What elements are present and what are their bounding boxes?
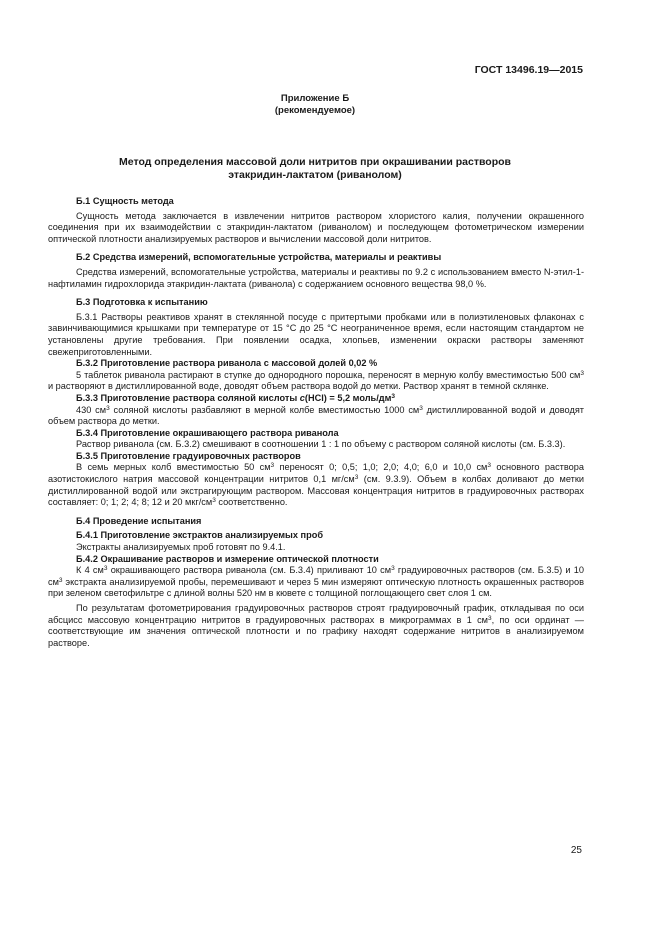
subsection-heading: Б.3.3 Приготовление раствора соляной кислоты c(HCl) = 5,2 моль/$дм^3$	[76, 392, 396, 403]
method-title-line2: этакридин-лактатом (риванолом)	[228, 169, 402, 181]
paragraph: 430 $см^3$ соляной кислоты разбавляют в мерной колбе вместимостью 1000 $см^3$ дистиллированной водой и доводят объем раствора до метки.	[48, 404, 585, 427]
section-heading: Б.2 Средства измерений, вспомогательные устройства, материалы и реактивы	[76, 252, 442, 263]
paragraph: 5 таблеток риванола растирают в ступке до однородного порошка, переносят в мерную колбу вместимостью 500 $см^3$ и растворяют в дистиллированной воде, доводят объем раствора водой до метки. Раствор хранят в темной склянке.	[48, 369, 584, 392]
subsection-heading: Б.4.2 Окрашивание растворов и измерение оптической плотности	[76, 553, 379, 564]
appendix-status: (рекомендуемое)	[274, 105, 356, 116]
subsection-heading: Б.4.1 Приготовление экстрактов анализируемых проб	[76, 530, 323, 541]
paragraph: По результатам фотометрирования градуировочных растворов строят градуировочный график, откладывая по оси абсцисс массовую концентрацию нитритов в градуировочных растворах в микрограммах в 1 $см^3$, по оси ординат — соответствующие им значения оптической плотности и по графику находят содержание нитритов в анализируемом растворе.	[48, 603, 584, 648]
paragraph: Экстракты анализируемых проб готовят по 9.4.1.	[76, 542, 286, 553]
paragraph: Б.3.1 Растворы реактивов хранят в стеклянной посуде с притертыми пробками или в полиэтиленовых флаконах с завинчивающимися крышками при температуре от 15 °С до 25 °С неограниченное время, если настоящим стандартом не установлены другие требования. При появлении осадка, хлопьев, изменении окраски растворы заменяют свежеприготовленными.	[48, 311, 584, 357]
standard-number: ГОСТ 13496.19—2015	[474, 64, 583, 76]
appendix-label: Приложение Б	[280, 93, 350, 104]
paragraph: В семь мерных колб вместимостью 50 $см^3$ переносят 0; 0,5; 1,0; 2,0; 4,0; 6,0 и 10,0 $см^3$ основного раствора азотистокислого натрия массовой концентрации нитритов 0,1 $мг/см^3$ (см. 9.3.9). Объем в колбах доливают до метки дистиллированной водой или экстрагирующим раствором. Массовая концентрация нитритов в градуировочных растворах составляет: 0; 1; 2; 4; 8; 12 и 20 мкг/$см^3$ соответственно.	[48, 462, 584, 508]
section-heading: Б.3 Подготовка к испытанию	[76, 297, 208, 308]
section-heading: Б.4 Проведение испытания	[76, 515, 202, 526]
subsection-heading: Б.3.5 Приготовление градуировочных растворов	[76, 450, 301, 461]
method-title-line1: Метод определения массовой доли нитритов при окрашивании растворов	[119, 156, 511, 168]
document-body	[48, 196, 584, 649]
page-number: 25	[570, 845, 582, 856]
paragraph: Раствор риванола (см. Б.3.2) смешивают в соотношении 1 : 1 по объему с раствором соляной кислоты (см. Б.3.3).	[76, 439, 566, 450]
section-heading: Б.1 Сущность метода	[76, 196, 174, 206]
subsection-heading: Б.3.4 Приготовление окрашивающего раствора риванола	[76, 427, 339, 438]
paragraph: Средства измерений, вспомогательные устройства, материалы и реактивы по 9.2 с использованием вместо N-этил-1-нафтиламин гидрохлорида этакридин-лактата (риванола) с содержанием основного вещества 98,0 %.	[48, 266, 584, 289]
method-title	[0, 156, 630, 182]
paragraph: Сущность метода заключается в извлечении нитритов раствором хлористого калия, получении окрашенного соединения при их взаимодействии с этакридин-лактатом (риванолом) и последующем фотометрическом измерении оптической плотности анализируемых растворов и вычислении массовой доли нитритов.	[48, 210, 584, 244]
subsection-heading: Б.3.2 Приготовление раствора риванола с массовой долей 0,02 %	[76, 358, 378, 369]
paragraph: К 4 $см^3$ окрашивающего раствора риванола (см. Б.3.4) приливают 10 $см^3$ градуировочных растворов (см. Б.3.5) и 10 $см^3$ экстракта анализируемой пробы, перемешивают и через 5 мин измеряют оптическую плотность окрашенных растворов при зеленом светофильтре с длиной волны 520 нм в кювете с толщиной поглощающего свет слоя 1 см.	[48, 565, 585, 599]
